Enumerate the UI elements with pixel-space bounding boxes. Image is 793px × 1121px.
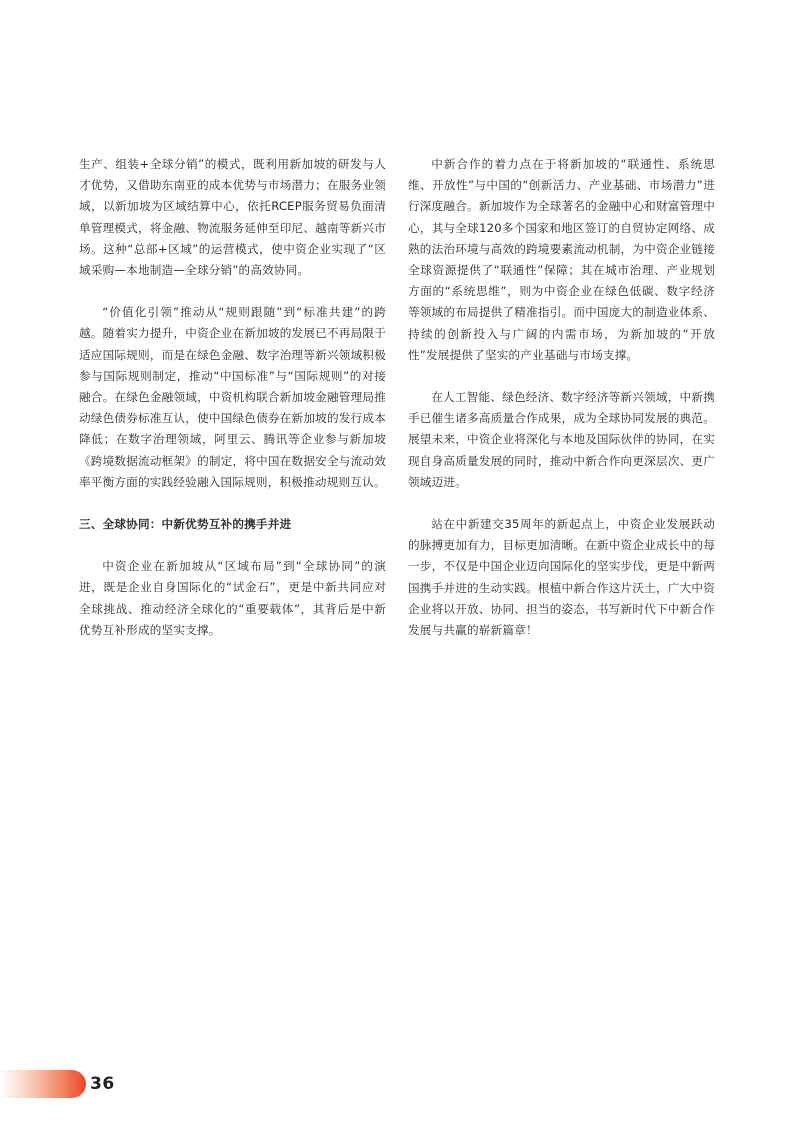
body-paragraph: 中资企业在新加坡从“区域布局”到“全球协同”的演进，既是企业自身国际化的“试金石”，更是中新共同应对全球挑战、推动经济全球化的“重要载体”，其背后是中新优势互补形成的坚实支撑。 xyxy=(79,559,386,637)
section-heading: 三、全球协同：中新优势互补的携手并进 xyxy=(79,517,292,532)
left-column xyxy=(79,154,386,662)
footer-accent-bar xyxy=(0,1070,86,1098)
page-number: 36 xyxy=(90,1074,115,1094)
body-paragraph: 站在中新建交35周年的新起点上，中资企业发展跃动的脉搏更加有力，目标更加清晰。在新中资企业成长中的每一步，不仅是中国企业迈向国际化的坚实步伐，更是中新两国携手并进的生动实践。根植中新合作这片沃土，广大中资企业将以开放、协同、担当的姿态，书写新时代下中新合作发展与共赢的崭新篇章！ xyxy=(408,517,715,638)
body-paragraph: 在人工智能、绿色经济、数字经济等新兴领域，中新携手已催生诸多高质量合作成果，成为全球协同发展的典范。展望未来，中资企业将深化与本地及国际伙伴的协同，在实现自身高质量发展的同时，推动中新合作向更深层次、更广领域迈进。 xyxy=(408,390,715,489)
body-paragraph: 生产、组装+全球分销”的模式，既利用新加坡的研发与人才优势，又借助东南亚的成本优势与市场潜力；在服务业领域，以新加坡为区域结算中心，依托RCEP服务贸易负面清单管理模式，将金融、物流服务延伸至印尼、越南等新兴市场。这种“总部+区域”的运营模式，使中资企业实现了“区域采购—本地制造—全球分销”的高效协同。 xyxy=(79,157,386,278)
body-paragraph: 中新合作的着力点在于将新加坡的“联通性、系统思维、开放性”与中国的“创新活力、产业基础、市场潜力”进行深度融合。新加坡作为全球著名的金融中心和财富管理中心，其与全球120多个国家和地区签订的自贸协定网络、成熟的法治环境与高效的跨境要素流动机制，为中资企业链接全球资源提供了“联通性”保障；其在城市治理、产业规划方面的“系统思维”，则为中资企业在绿色低碳、数字经济等领域的布局提供了精准指引。而中国庞大的制造业体系、持续的创新投入与广阔的内需市场，为新加坡的“开放性”发展提供了坚实的产业基础与市场支撑。 xyxy=(408,157,715,362)
right-column xyxy=(408,154,715,662)
body-paragraph: “价值化引领”推动从“规则跟随”到“标准共建”的跨越。随着实力提升，中资企业在新加坡的发展已不再局限于适应国际规则，而是在绿色金融、数字治理等新兴领域积极参与国际规则制定，推动“中国标准”与“国际规则”的对接融合。在绿色金融领域，中资机构联合新加坡金融管理局推动绿色债券标准互认，使中国绿色债券在新加坡的发行成本降低；在数字治理领域，阿里云、腾讯等企业参与新加坡《跨境数据流动框架》的制定，将中国在数据安全与流动效率平衡方面的实践经验融入国际规则，积极推动规则互认。 xyxy=(79,305,386,489)
